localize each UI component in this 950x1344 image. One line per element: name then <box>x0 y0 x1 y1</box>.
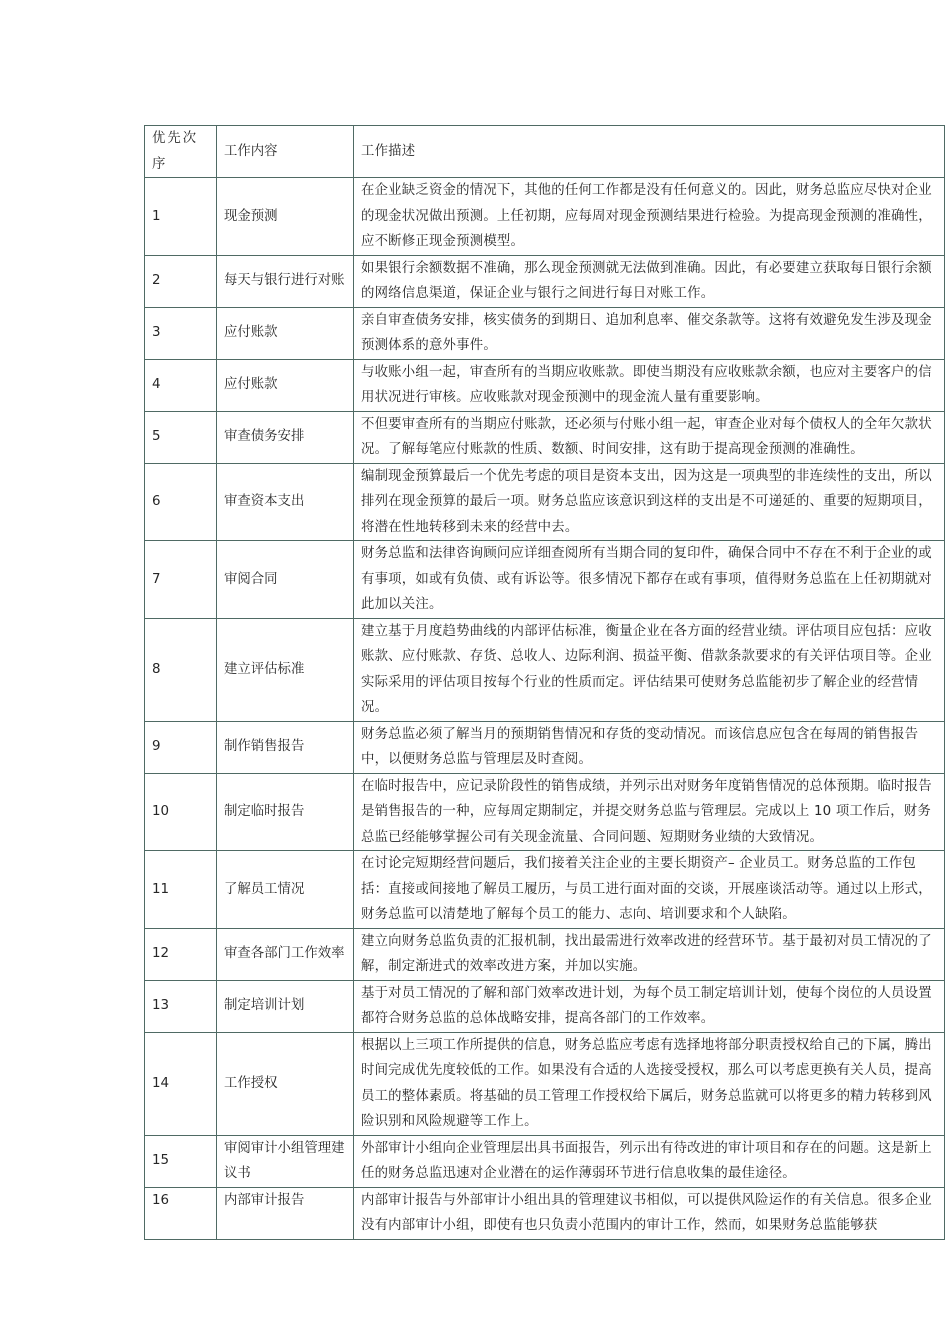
table-row <box>145 851 945 929</box>
table-row <box>145 463 945 541</box>
row-description: 建立向财务总监负责的汇报机制，找出最需进行效率改进的经营环节。基于最初对员工情况的了解，制定渐进式的效率改进方案，并加以实施。 <box>354 928 945 980</box>
row-description: 在讨论完短期经营问题后，我们接着关注企业的主要长期资产– 企业员工。财务总监的工作包括：直接或间接地了解员工履历，与员工进行面对面的交谈，开展座谈活动等。通过以上形式，财务总监可以清楚地了解每个员工的能力、志向、培训要求和个人缺陷。 <box>354 851 945 929</box>
row-description: 财务总监必须了解当月的预期销售情况和存货的变动情况。而该信息应包含在每周的销售报告中，以便财务总监与管理层及时查阅。 <box>354 721 945 773</box>
table-row <box>145 411 945 463</box>
row-priority: 15 <box>145 1135 217 1187</box>
table-row <box>145 618 945 721</box>
row-description: 与收账小组一起，审查所有的当期应收账款。即使当期没有应收账款余额，也应对主要客户的信用状况进行审核。应收账款对现金预测中的现金流人量有重要影响。 <box>354 359 945 411</box>
row-description: 在临时报告中，应记录阶段性的销售成绩，并列示出对财务年度销售情况的总体预期。临时报告是销售报告的一种，应每周定期制定，并提交财务总监与管理层。完成以上 10 项工作后，财务总监已经能够掌握公司有关现金流量、合同问题、短期财务业绩的大致情况。 <box>354 773 945 851</box>
row-item: 工作授权 <box>217 1032 354 1135</box>
row-item: 制作销售报告 <box>217 721 354 773</box>
row-description: 在企业缺乏资金的情况下，其他的任何工作都是没有任何意义的。因此，财务总监应尽快对企业的现金状况做出预测。上任初期，应每周对现金预测结果进行检验。为提高现金预测的准确性，应不断修正现金预测模型。 <box>354 178 945 256</box>
table-row <box>145 255 945 307</box>
row-priority: 9 <box>145 721 217 773</box>
row-item: 了解员工情况 <box>217 851 354 929</box>
row-priority: 12 <box>145 928 217 980</box>
table-row <box>145 1032 945 1135</box>
row-item: 内部审计报告 <box>217 1187 354 1239</box>
row-description: 根据以上三项工作所提供的信息，财务总监应考虑有选择地将部分职责授权给自己的下属，腾出时间完成优先度较低的工作。如果没有合适的人选接受授权，那么可以考虑更换有关人员，提高员工的整体素质。将基础的员工管理工作授权给下属后，财务总监就可以将更多的精力转移到风险识别和风险规避等工作上。 <box>354 1032 945 1135</box>
row-description: 如果银行余额数据不准确，那么现金预测就无法做到准确。因此，有必要建立获取每日银行余额的网络信息渠道，保证企业与银行之间进行每日对账工作。 <box>354 255 945 307</box>
work-priority-table <box>144 125 945 1240</box>
row-item: 制定培训计划 <box>217 980 354 1032</box>
row-priority: 7 <box>145 541 217 619</box>
table-header-row <box>145 126 945 178</box>
table-row <box>145 1135 945 1187</box>
table-body <box>145 126 945 1240</box>
row-description: 财务总监和法律咨询顾问应详细查阅所有当期合同的复印件，确保合同中不存在不利于企业的或有事项，如或有负债、或有诉讼等。很多情况下都存在或有事项，值得财务总监在上任初期就对此加以关注。 <box>354 541 945 619</box>
row-description: 外部审计小组向企业管理层出具书面报告，列示出有待改进的审计项目和存在的问题。这是新上任的财务总监迅速对企业潜在的运作薄弱环节进行信息收集的最佳途径。 <box>354 1135 945 1187</box>
row-priority: 1 <box>145 178 217 256</box>
row-item: 现金预测 <box>217 178 354 256</box>
row-priority: 5 <box>145 411 217 463</box>
row-item: 应付账款 <box>217 359 354 411</box>
row-item: 审查债务安排 <box>217 411 354 463</box>
table-row <box>145 721 945 773</box>
row-item: 审查各部门工作效率 <box>217 928 354 980</box>
table-row <box>145 980 945 1032</box>
row-priority: 4 <box>145 359 217 411</box>
row-priority: 2 <box>145 255 217 307</box>
table-row <box>145 359 945 411</box>
row-item: 制定临时报告 <box>217 773 354 851</box>
header-description: 工作描述 <box>354 126 945 178</box>
table-row <box>145 541 945 619</box>
row-description: 不但要审查所有的当期应付账款，还必须与付账小组一起，审查企业对每个债权人的全年欠款状况。了解每笔应付账款的性质、数额、时间安排，这有助于提高现金预测的准确性。 <box>354 411 945 463</box>
row-item: 审阅合同 <box>217 541 354 619</box>
row-description: 基于对员工情况的了解和部门效率改进计划，为每个员工制定培训计划，使每个岗位的人员设置都符合财务总监的总体战略安排，提高各部门的工作效率。 <box>354 980 945 1032</box>
table-row <box>145 178 945 256</box>
header-priority: 优先次序 <box>145 126 217 178</box>
row-priority: 11 <box>145 851 217 929</box>
row-item: 审阅审计小组管理建议书 <box>217 1135 354 1187</box>
row-description: 亲自审查债务安排，核实债务的到期日、追加利息率、催交条款等。这将有效避免发生涉及现金预测体系的意外事件。 <box>354 307 945 359</box>
table-row <box>145 307 945 359</box>
row-priority: 16 <box>145 1187 217 1239</box>
row-item: 建立评估标准 <box>217 618 354 721</box>
row-description: 建立基于月度趋势曲线的内部评估标准，衡量企业在各方面的经营业绩。评估项目应包括：应收账款、应付账款、存货、总收人、边际利润、损益平衡、借款条款要求的有关评估项目等。企业实际采用的评估项目按每个行业的性质而定。评估结果可使财务总监能初步了解企业的经营情况。 <box>354 618 945 721</box>
table-row <box>145 928 945 980</box>
header-content: 工作内容 <box>217 126 354 178</box>
row-priority: 10 <box>145 773 217 851</box>
row-priority: 13 <box>145 980 217 1032</box>
table-row <box>145 773 945 851</box>
row-description: 内部审计报告与外部审计小组出具的管理建议书相似，可以提供风险运作的有关信息。很多企业没有内部审计小组，即使有也只负责小范围内的审计工作，然而，如果财务总监能够获 <box>354 1187 945 1239</box>
table-row <box>145 1187 945 1239</box>
row-item: 应付账款 <box>217 307 354 359</box>
row-description: 编制现金预算最后一个优先考虑的项目是资本支出，因为这是一项典型的非连续性的支出，所以排列在现金预算的最后一项。财务总监应该意识到这样的支出是不可递延的、重要的短期项目，将潜在性地转移到未来的经营中去。 <box>354 463 945 541</box>
row-item: 每天与银行进行对账 <box>217 255 354 307</box>
row-priority: 8 <box>145 618 217 721</box>
row-item: 审查资本支出 <box>217 463 354 541</box>
row-priority: 3 <box>145 307 217 359</box>
row-priority: 6 <box>145 463 217 541</box>
row-priority: 14 <box>145 1032 217 1135</box>
